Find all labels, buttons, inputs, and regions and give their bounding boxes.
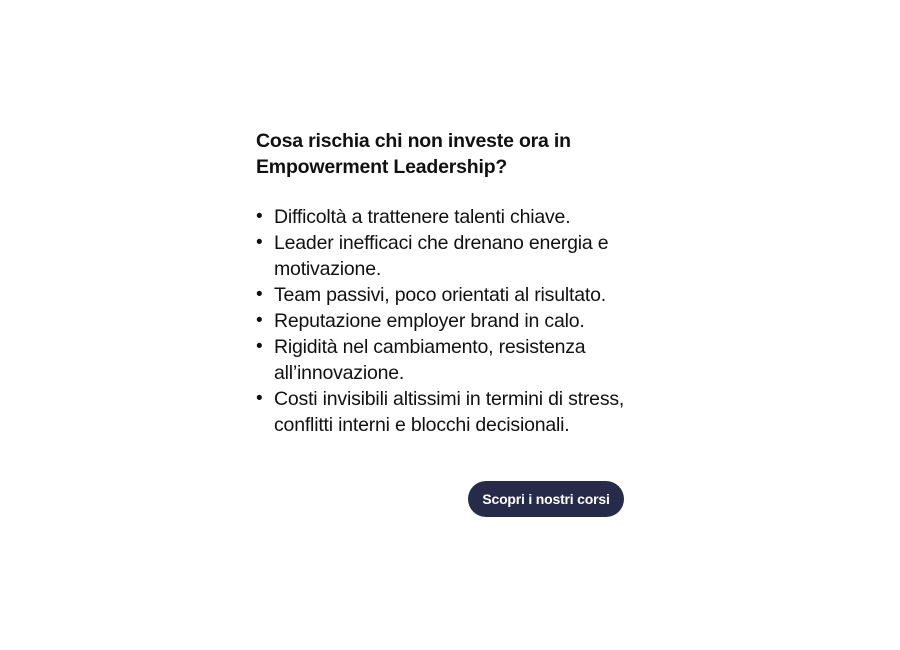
list-item [256,204,641,230]
cta-row [468,481,624,517]
list-item [256,308,641,334]
list-item [256,230,641,282]
list-item-text: Team passivi, poco orientati al risultato. [274,284,606,306]
list-item [256,334,641,386]
content-block [256,128,641,438]
list-item-text: Reputazione employer brand in calo. [274,310,585,332]
risk-list [256,204,641,438]
list-item [256,386,641,438]
bullet-icon: • [256,336,263,357]
list-item-text: Leader inefficaci che drenano energia e motivazione. [274,232,609,280]
discover-courses-button[interactable]: Scopri i nostri corsi [468,481,624,517]
bullet-icon: • [256,206,263,227]
bullet-icon: • [256,284,263,305]
bullet-icon: • [256,232,263,253]
section-heading: Cosa rischia chi non investe ora in Empowerment Leadership? [256,130,571,178]
list-item-text: Difficoltà a trattenere talenti chiave. [274,206,571,228]
list-item-text: Rigidità nel cambiamento, resistenza all’innovazione. [274,336,586,384]
bullet-icon: • [256,388,263,409]
list-item-text: Costi invisibili altissimi in termini di stress, conflitti interni e blocchi decisionali. [274,388,625,436]
list-item [256,282,641,308]
bullet-icon: • [256,310,263,331]
